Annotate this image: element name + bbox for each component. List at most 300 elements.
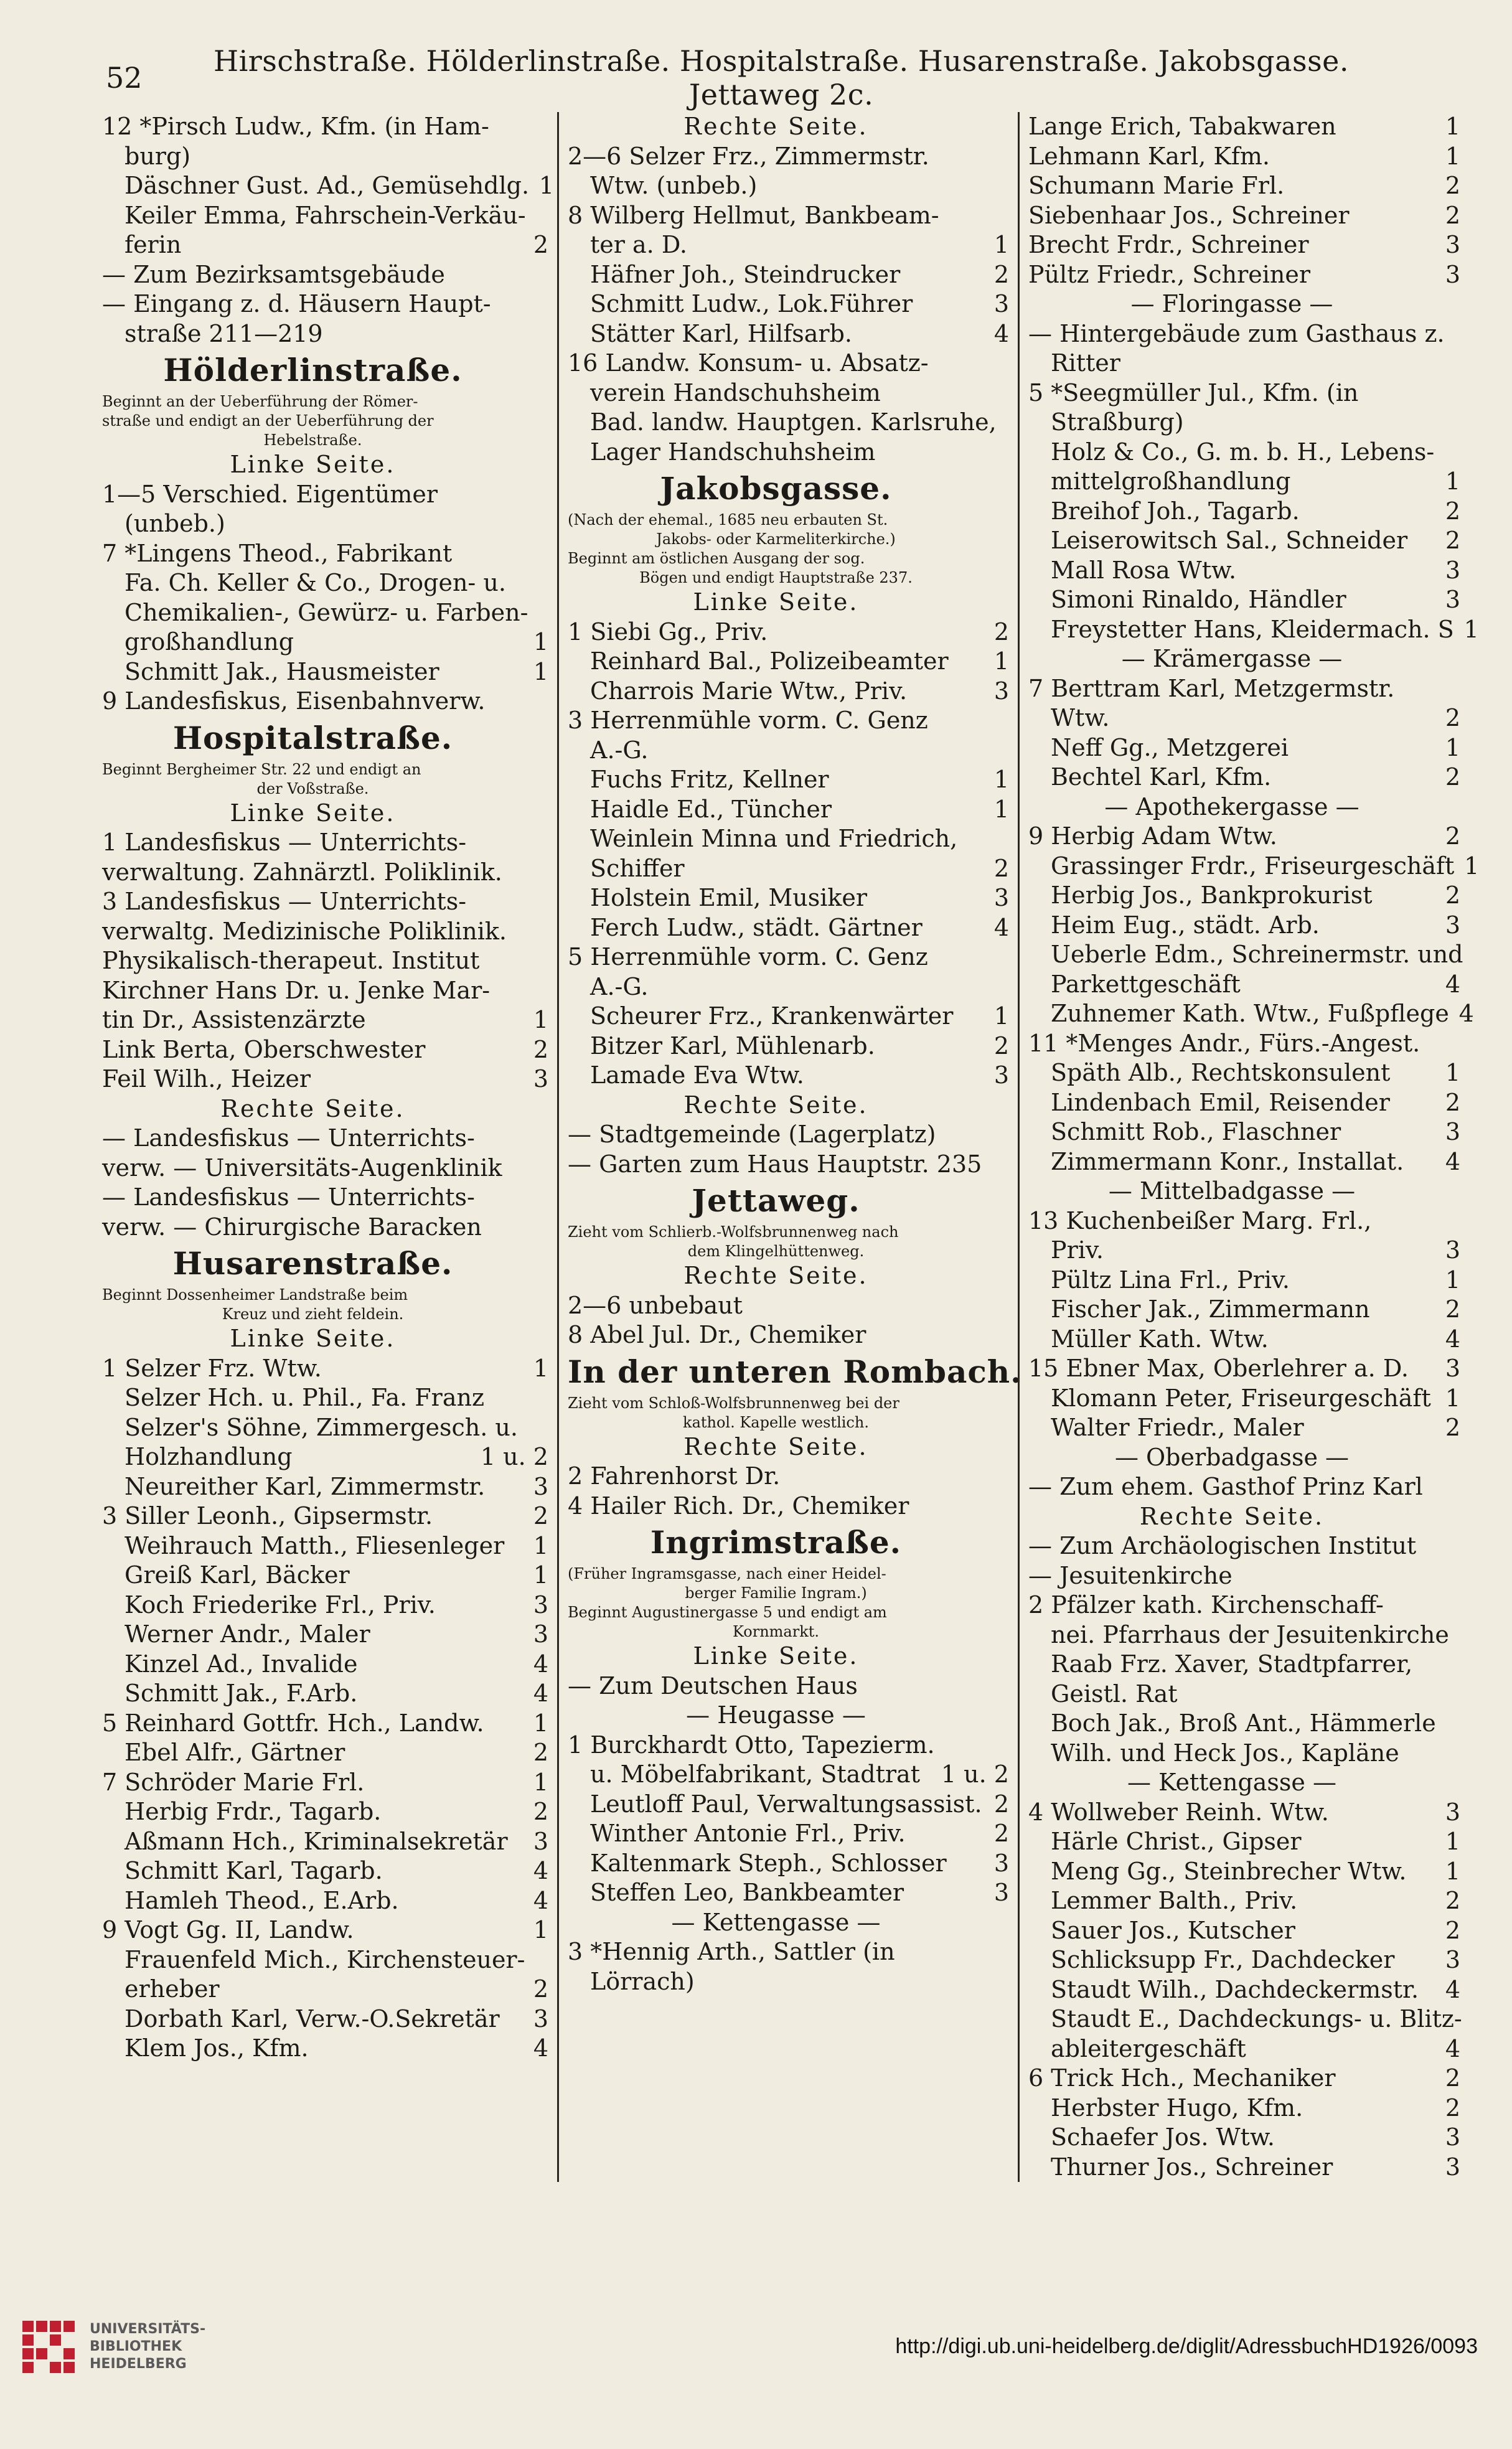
directory-entry bbox=[1028, 1709, 1460, 1739]
entry-text: Grassinger Frdr., Friseurgeschäft bbox=[1051, 852, 1455, 880]
entry-text: verw. — Universitäts-Augenklinik bbox=[102, 1154, 502, 1182]
directory-entry bbox=[1028, 1857, 1460, 1887]
directory-entry bbox=[1028, 1236, 1460, 1266]
entry-text: — Stadtgemeinde (Lagerplatz) bbox=[568, 1121, 936, 1148]
directory-entry bbox=[1028, 2034, 1460, 2064]
directory-entry bbox=[1028, 940, 1463, 970]
street-description bbox=[102, 1305, 548, 1324]
entry-text: 3 Siller Leonh., Gipsermstr. bbox=[102, 1502, 433, 1530]
entry-text: Siebenhaar Jos., Schreiner bbox=[1028, 201, 1350, 229]
directory-entry bbox=[568, 1790, 1009, 1820]
entry-text: 8 Abel Jul. Dr., Chemiker bbox=[568, 1321, 866, 1348]
directory-entry bbox=[102, 1065, 548, 1094]
entry-text: Linke Seite. bbox=[693, 1642, 859, 1670]
entry-text: Wilh. und Heck Jos., Kapläne bbox=[1051, 1739, 1399, 1767]
floor-number: 2 bbox=[1445, 1088, 1460, 1116]
directory-columns bbox=[93, 112, 1480, 2181]
floor-number: 3 bbox=[993, 1849, 1009, 1877]
logo-line: BIBLIOTHEK bbox=[90, 2339, 182, 2354]
directory-entry bbox=[102, 260, 548, 290]
directory-entry bbox=[568, 319, 1009, 349]
entry-text: Linke Seite. bbox=[230, 799, 396, 827]
directory-entry bbox=[102, 887, 548, 917]
directory-entry bbox=[1028, 112, 1460, 142]
floor-number: 2 bbox=[993, 260, 1009, 288]
directory-entry bbox=[1028, 1561, 1460, 1591]
floor-number: 1 bbox=[533, 1006, 548, 1033]
directory-entry bbox=[102, 1797, 548, 1827]
entry-text: Pültz Friedr., Schreiner bbox=[1028, 260, 1311, 288]
entry-text: 4 Wollweber Reinh. Wtw. bbox=[1028, 1798, 1329, 1826]
directory-entry bbox=[102, 1035, 548, 1065]
entry-text: der Voßstraße. bbox=[256, 779, 369, 797]
footer bbox=[0, 2241, 1512, 2449]
directory-entry bbox=[568, 1492, 1009, 1521]
entry-text: Jettaweg. bbox=[692, 1182, 860, 1219]
entry-text: Schmitt Karl, Tagarb. bbox=[124, 1857, 383, 1884]
entry-text: 7 *Lingens Theod., Fabrikant bbox=[102, 539, 453, 567]
floor-number: 3 bbox=[1445, 1118, 1460, 1145]
entry-text: Koch Friederike Frl., Priv. bbox=[124, 1591, 436, 1619]
directory-entry bbox=[102, 976, 548, 1006]
entry-text: Weinlein Minna und Friedrich, bbox=[590, 825, 958, 852]
floor-number: 3 bbox=[1445, 586, 1460, 613]
side-heading bbox=[102, 799, 548, 829]
directory-entry bbox=[1028, 1117, 1460, 1147]
entry-text: mittelgroßhandlung bbox=[1051, 468, 1291, 495]
floor-number: 2 bbox=[1445, 172, 1460, 199]
directory-entry bbox=[102, 289, 548, 319]
directory-entry bbox=[1028, 319, 1460, 349]
floor-number: 4 bbox=[533, 1680, 548, 1707]
entry-text: Kinzel Ad., Invalide bbox=[124, 1650, 358, 1678]
floor-number: 1 bbox=[993, 1002, 1009, 1030]
street-heading bbox=[568, 1179, 1009, 1223]
directory-entry bbox=[102, 1005, 548, 1035]
directory-entry bbox=[1028, 1591, 1460, 1620]
entry-text: Zimmermann Konr., Installat. bbox=[1051, 1147, 1404, 1175]
directory-entry bbox=[102, 1768, 548, 1798]
floor-number: 4 bbox=[993, 913, 1009, 941]
entry-text: 9 Vogt Gg. II, Landw. bbox=[102, 1916, 354, 1944]
entry-text: straße und endigt an der Ueberführung der bbox=[102, 412, 434, 430]
entry-text: ferin bbox=[124, 231, 182, 258]
directory-entry bbox=[568, 171, 1009, 201]
side-heading bbox=[102, 1094, 548, 1124]
directory-entry bbox=[1028, 1916, 1460, 1946]
directory-entry bbox=[568, 618, 1009, 647]
entry-text: Schmitt Jak., F.Arb. bbox=[124, 1680, 358, 1707]
cross-street-marker bbox=[568, 1908, 1009, 1938]
entry-text: Hölderlinstraße. bbox=[163, 352, 463, 388]
directory-entry bbox=[568, 1291, 1009, 1321]
entry-text: Herbig Jos., Bankprokurist bbox=[1051, 881, 1373, 909]
directory-entry bbox=[568, 1320, 1009, 1350]
directory-entry bbox=[102, 171, 555, 201]
directory-entry bbox=[102, 628, 548, 657]
street-heading bbox=[568, 1521, 1009, 1564]
entry-text: 8 Wilberg Hellmut, Bankbeam- bbox=[568, 201, 939, 229]
directory-entry bbox=[102, 687, 548, 717]
side-heading bbox=[568, 112, 1009, 142]
entry-text: verw. — Chirurgische Baracken bbox=[102, 1213, 482, 1241]
directory-entry bbox=[1028, 703, 1460, 733]
directory-entry bbox=[102, 828, 548, 858]
directory-entry bbox=[568, 230, 1009, 260]
floor-number: 1 bbox=[538, 172, 555, 199]
entry-text: Rechte Seite. bbox=[220, 1094, 405, 1122]
directory-entry bbox=[102, 1975, 548, 2005]
directory-entry bbox=[568, 378, 1009, 408]
entry-text: In der unteren Rombach. bbox=[568, 1353, 1022, 1390]
floor-number: 2 bbox=[993, 1820, 1009, 1847]
floor-number: 2 bbox=[533, 1975, 548, 2003]
floor-number: 1 bbox=[533, 1531, 548, 1559]
side-heading bbox=[568, 1261, 1009, 1291]
entry-text: 1—5 Verschied. Eigentümer bbox=[102, 480, 438, 508]
entry-text: Kirchner Hans Dr. u. Jenke Mar- bbox=[102, 976, 491, 1004]
directory-entry bbox=[1028, 230, 1460, 260]
directory-entry bbox=[1028, 1058, 1460, 1088]
entry-text: Fa. Ch. Keller & Co., Drogen- u. bbox=[124, 569, 506, 596]
directory-entry bbox=[1028, 1739, 1460, 1769]
entry-text: 3 *Hennig Arth., Sattler (in bbox=[568, 1938, 895, 1965]
entry-text: 3 Herrenmühle vorm. C. Genz bbox=[568, 707, 928, 734]
entry-text: Beginnt am östlichen Ausgang der sog. bbox=[568, 550, 865, 567]
entry-text: Herbster Hugo, Kfm. bbox=[1051, 2094, 1303, 2122]
entry-text: Kornmarkt. bbox=[732, 1623, 820, 1640]
floor-number: 1 bbox=[1445, 1059, 1460, 1086]
entry-text: Beginnt an der Ueberführung der Römer- bbox=[102, 393, 418, 410]
directory-entry bbox=[1028, 2153, 1460, 2183]
entry-text: — Zum Archäologischen Institut bbox=[1028, 1532, 1417, 1559]
page-title: Hirschstraße. Hölderlinstraße. Hospitalstraße. Husarenstraße. Jakobsgasse. Jettaweg 2c. bbox=[213, 44, 1350, 111]
entry-text: Walter Friedr., Maler bbox=[1051, 1414, 1304, 1441]
entry-text: Boch Jak., Broß Ant., Hämmerle bbox=[1051, 1709, 1436, 1737]
directory-entry bbox=[1028, 1029, 1460, 1059]
entry-text: Keiler Emma, Fahrschein-Verkäu- bbox=[124, 201, 526, 229]
floor-number: 4 bbox=[1445, 1325, 1460, 1353]
floor-number: 3 bbox=[1445, 2123, 1460, 2151]
entry-text: Husarenstraße. bbox=[172, 1245, 453, 1282]
directory-entry bbox=[102, 1502, 548, 1531]
directory-entry bbox=[102, 1886, 548, 1916]
entry-text: Winther Antonie Frl., Priv. bbox=[590, 1820, 906, 1847]
directory-entry bbox=[1028, 1384, 1460, 1414]
floor-number: 3 bbox=[1445, 2153, 1460, 2181]
entry-text: 2 Fahrenhorst Dr. bbox=[568, 1462, 781, 1490]
cross-street-marker bbox=[1028, 1768, 1460, 1798]
directory-entry bbox=[102, 657, 548, 687]
entry-text: Klem Jos., Kfm. bbox=[124, 2034, 309, 2062]
entry-text: Straßburg) bbox=[1051, 408, 1184, 436]
floor-number: 3 bbox=[993, 1061, 1009, 1089]
cross-street-marker bbox=[1028, 1443, 1460, 1473]
entry-text: Scheurer Frz., Krankenwärter bbox=[590, 1002, 954, 1030]
directory-entry bbox=[568, 1150, 1009, 1180]
directory-entry bbox=[1028, 171, 1460, 201]
floor-number: 1 bbox=[1464, 852, 1480, 880]
entry-text: Steffen Leo, Bankbeamter bbox=[590, 1879, 904, 1906]
entry-text: Wtw. bbox=[1051, 704, 1110, 731]
floor-number: 2 bbox=[993, 854, 1009, 882]
floor-number: 4 bbox=[1445, 1975, 1460, 2003]
entry-text: Feil Wilh., Heizer bbox=[102, 1065, 311, 1093]
floor-number: 4 bbox=[1445, 970, 1460, 998]
directory-entry bbox=[1028, 911, 1460, 941]
floor-number: 1 bbox=[1445, 1384, 1460, 1412]
directory-entry bbox=[1028, 881, 1460, 911]
floor-number: 3 bbox=[533, 1472, 548, 1500]
cross-street-marker bbox=[1028, 644, 1460, 674]
entry-text: Ebel Alfr., Gärtner bbox=[124, 1739, 345, 1766]
entry-text: berger Familie Ingram.) bbox=[685, 1584, 867, 1602]
street-description bbox=[102, 431, 548, 450]
entry-text: Zieht vom Schlierb.-Wolfsbrunnenweg nach bbox=[568, 1223, 899, 1241]
entry-text: Beginnt Augustinergasse 5 und endigt am bbox=[568, 1604, 887, 1621]
floor-number: 2 bbox=[993, 1032, 1009, 1060]
entry-text: Linke Seite. bbox=[230, 451, 396, 478]
entry-text: 1 Burckhardt Otto, Tapezierm. bbox=[568, 1731, 935, 1759]
logo-line: UNIVERSITÄTS- bbox=[90, 2321, 206, 2337]
cross-street-marker bbox=[1028, 1177, 1460, 1206]
directory-entry bbox=[568, 1061, 1009, 1091]
entry-text: Neureither Karl, Zimmermstr. bbox=[124, 1472, 486, 1500]
street-description bbox=[568, 510, 1009, 530]
floor-number: 1 bbox=[993, 795, 1009, 823]
directory-entry bbox=[102, 1354, 548, 1384]
entry-text: Fuchs Fritz, Kellner bbox=[590, 766, 829, 793]
street-heading bbox=[568, 1350, 1022, 1394]
entry-text: Selzer's Söhne, Zimmergesch. u. bbox=[124, 1413, 518, 1441]
entry-text: Hamleh Theod., E.Arb. bbox=[124, 1886, 399, 1914]
directory-entry bbox=[1028, 2064, 1460, 2094]
floor-number: 2 bbox=[1445, 2094, 1460, 2122]
directory-entry bbox=[1028, 467, 1460, 497]
entry-text: Ingrimstraße. bbox=[650, 1524, 902, 1561]
floor-number: 3 bbox=[1445, 1946, 1460, 1973]
floor-number: 1 bbox=[1445, 113, 1460, 140]
directory-entry bbox=[1028, 615, 1479, 645]
entry-text: Reinhard Bal., Polizeibeamter bbox=[590, 647, 949, 675]
directory-entry bbox=[1028, 999, 1474, 1029]
entry-text: Lemmer Balth., Priv. bbox=[1051, 1887, 1298, 1914]
entry-text: Kreuz und zieht feldein. bbox=[222, 1305, 404, 1323]
directory-entry bbox=[102, 319, 548, 349]
directory-entry bbox=[1028, 142, 1460, 172]
directory-entry bbox=[102, 539, 548, 569]
floor-number: 1 bbox=[533, 1354, 548, 1382]
entry-text: Härle Christ., Gipser bbox=[1051, 1828, 1302, 1855]
entry-text: Lörrach) bbox=[590, 1967, 695, 1995]
entry-text: verwaltung. Zahnärztl. Poliklinik. bbox=[102, 858, 502, 886]
entry-text: 5 *Seegmüller Jul., Kfm. (in bbox=[1028, 378, 1359, 407]
entry-text: Schmitt Rob., Flaschner bbox=[1051, 1118, 1341, 1145]
cross-street-marker bbox=[568, 1701, 1009, 1731]
floor-number: 3 bbox=[993, 1879, 1009, 1906]
directory-entry bbox=[568, 260, 1009, 290]
floor-number: 2 bbox=[1445, 527, 1460, 554]
directory-entry bbox=[1028, 497, 1460, 527]
side-heading bbox=[568, 1091, 1009, 1121]
entry-text: Greiß Karl, Bäcker bbox=[124, 1561, 350, 1589]
directory-entry bbox=[568, 677, 1009, 707]
source-url-link[interactable]: http://digi.ub.uni-heidelberg.de/diglit/AdressbuchHD1926/0093 bbox=[895, 2334, 1478, 2358]
entry-text: Rechte Seite. bbox=[683, 1432, 868, 1460]
directory-entry bbox=[1028, 1413, 1460, 1443]
entry-text: Mall Rosa Wtw. bbox=[1051, 556, 1237, 584]
directory-entry bbox=[1028, 585, 1460, 615]
entry-text: Schmitt Jak., Hausmeister bbox=[124, 657, 439, 685]
directory-entry bbox=[568, 289, 1009, 319]
entry-text: ableitergeschäft bbox=[1051, 2034, 1246, 2062]
entry-text: Linke Seite. bbox=[693, 588, 859, 616]
floor-number: 2 bbox=[533, 1035, 548, 1063]
directory-entry bbox=[102, 1183, 548, 1213]
entry-text: erheber bbox=[124, 1975, 220, 2003]
floor-number: 3 bbox=[533, 1065, 548, 1093]
entry-text: Rechte Seite. bbox=[683, 113, 868, 140]
directory-entry bbox=[1028, 2005, 1460, 2034]
directory-entry bbox=[1028, 1827, 1460, 1857]
directory-entry bbox=[1028, 1472, 1460, 1502]
floor-number: 3 bbox=[993, 677, 1009, 705]
directory-entry bbox=[568, 1671, 1009, 1701]
directory-entry bbox=[1028, 1147, 1460, 1177]
floor-number: 3 bbox=[1445, 260, 1460, 288]
directory-entry bbox=[1028, 1680, 1460, 1709]
entry-text: Schmitt Ludw., Lok.Führer bbox=[590, 290, 913, 317]
street-heading bbox=[102, 349, 548, 392]
directory-entry bbox=[568, 1937, 1009, 1967]
entry-text: Rechte Seite. bbox=[683, 1262, 868, 1289]
floor-number: 1 bbox=[1445, 1828, 1460, 1855]
entry-text: ter a. D. bbox=[590, 231, 688, 258]
directory-entry bbox=[102, 568, 548, 598]
column-right bbox=[1018, 112, 1480, 2182]
directory-entry bbox=[568, 1032, 1009, 1061]
entry-text: Klomann Peter, Friseurgeschäft bbox=[1051, 1384, 1431, 1412]
floor-number: 1 bbox=[533, 1561, 548, 1589]
directory-entry bbox=[1028, 408, 1460, 438]
entry-text: — Zum Bezirksamtsgebäude bbox=[102, 260, 445, 288]
street-description bbox=[568, 568, 1009, 588]
entry-text: — Hintergebäude zum Gasthaus z. bbox=[1028, 319, 1445, 347]
directory-entry bbox=[102, 917, 548, 947]
entry-text: Beginnt Dossenheimer Landstraße beim bbox=[102, 1286, 408, 1304]
floor-number: 1 u. 2 bbox=[480, 1443, 548, 1470]
directory-entry bbox=[1028, 763, 1460, 792]
entry-text: — Kettengasse — bbox=[1127, 1769, 1336, 1796]
directory-entry bbox=[1028, 1354, 1460, 1384]
directory-entry bbox=[102, 1591, 548, 1620]
entry-text: 2—6 unbebaut bbox=[568, 1291, 743, 1319]
entry-text: (unbeb.) bbox=[124, 510, 225, 537]
entry-text: 5 Herrenmühle vorm. C. Genz bbox=[568, 943, 928, 971]
directory-entry bbox=[568, 1760, 1009, 1790]
street-description bbox=[102, 411, 548, 431]
logo-line: HEIDELBERG bbox=[90, 2356, 187, 2372]
floor-number: 1 bbox=[993, 766, 1009, 793]
floor-number: 2 bbox=[993, 618, 1009, 646]
directory-entry bbox=[1028, 1088, 1460, 1118]
directory-entry bbox=[102, 1124, 548, 1154]
street-heading bbox=[102, 1242, 548, 1286]
entry-text: Selzer Hch. u. Phil., Fa. Franz bbox=[124, 1384, 484, 1411]
entry-text: Rechte Seite. bbox=[1139, 1502, 1325, 1530]
directory-entry bbox=[568, 883, 1009, 913]
directory-entry bbox=[568, 795, 1009, 825]
entry-text: — Krämergasse — bbox=[1121, 645, 1343, 672]
entry-text: Brecht Frdr., Schreiner bbox=[1028, 231, 1309, 258]
floor-number: 3 bbox=[1445, 556, 1460, 584]
floor-number: 3 bbox=[1445, 1798, 1460, 1826]
directory-entry bbox=[102, 1531, 548, 1561]
entry-text: Parkettgeschäft bbox=[1051, 970, 1241, 998]
entry-text: — Eingang z. d. Häusern Haupt- bbox=[102, 290, 491, 317]
floor-number: 2 bbox=[1445, 1916, 1460, 1944]
entry-text: Lange Erich, Tabakwaren bbox=[1028, 113, 1336, 140]
directory-entry bbox=[102, 1561, 548, 1591]
entry-text: Holzhandlung bbox=[124, 1443, 293, 1470]
directory-entry bbox=[1028, 1531, 1460, 1561]
entry-text: 2 Pfälzer kath. Kirchenschaff- bbox=[1028, 1591, 1384, 1619]
floor-number: 3 bbox=[1445, 1355, 1460, 1382]
street-description bbox=[102, 1286, 548, 1305]
entry-text: 16 Landw. Konsum- u. Absatz- bbox=[568, 349, 929, 377]
column-left bbox=[93, 112, 557, 2182]
cross-street-marker bbox=[1028, 792, 1460, 822]
entry-text: nei. Pfarrhaus der Jesuitenkirche bbox=[1051, 1620, 1449, 1648]
entry-text: 12 *Pirsch Ludw., Kfm. (in Ham- bbox=[102, 113, 489, 140]
directory-entry bbox=[102, 1915, 548, 1945]
entry-text: — Zum Deutschen Haus bbox=[568, 1671, 858, 1699]
entry-text: Bad. landw. Hauptgen. Karlsruhe, bbox=[590, 408, 997, 436]
floor-number: 2 bbox=[1445, 201, 1460, 229]
directory-entry bbox=[102, 112, 548, 142]
directory-entry bbox=[102, 2005, 548, 2034]
street-description bbox=[568, 1242, 1009, 1261]
directory-entry bbox=[568, 1462, 1009, 1492]
directory-entry bbox=[568, 201, 1009, 231]
directory-entry bbox=[1028, 1886, 1460, 1916]
directory-entry bbox=[102, 1213, 548, 1243]
entry-text: 13 Kuchenbeißer Marg. Frl., bbox=[1028, 1206, 1372, 1234]
entry-text: straße 211—219 bbox=[124, 319, 323, 347]
entry-text: Fischer Jak., Zimmermann bbox=[1051, 1295, 1370, 1323]
entry-text: verwaltg. Medizinische Poliklinik. bbox=[102, 917, 507, 945]
entry-text: 7 Schröder Marie Frl. bbox=[102, 1768, 365, 1796]
entry-text: A.-G. bbox=[590, 972, 649, 1000]
floor-number: 4 bbox=[533, 1886, 548, 1914]
floor-number: 1 bbox=[993, 231, 1009, 258]
directory-entry bbox=[1028, 852, 1480, 881]
entry-text: tin Dr., Assistenzärzte bbox=[102, 1006, 366, 1033]
directory-entry bbox=[102, 1679, 548, 1709]
entry-text: Neff Gg., Metzgerei bbox=[1051, 733, 1289, 761]
entry-text: Staudt E., Dachdeckungs- u. Blitz- bbox=[1051, 2005, 1462, 2033]
entry-text: Hebelstraße. bbox=[263, 431, 362, 449]
street-description bbox=[568, 530, 1009, 549]
directory-entry bbox=[102, 1945, 548, 1975]
directory-entry bbox=[1028, 674, 1460, 704]
entry-text: 9 Herbig Adam Wtw. bbox=[1028, 822, 1277, 850]
directory-entry bbox=[102, 1383, 548, 1413]
directory-entry bbox=[568, 1849, 1009, 1879]
cross-street-marker bbox=[1028, 289, 1460, 319]
directory-entry bbox=[568, 1731, 1009, 1760]
street-description bbox=[102, 779, 548, 799]
